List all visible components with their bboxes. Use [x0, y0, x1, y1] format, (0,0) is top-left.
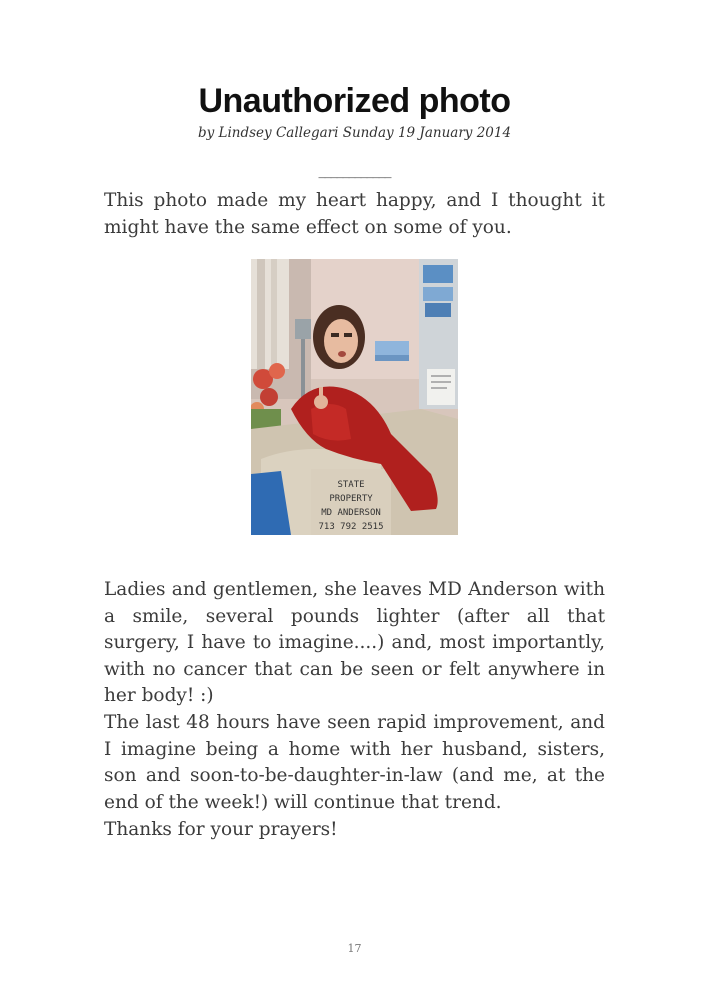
- paragraph-3: Thanks for your prayers!: [104, 819, 338, 840]
- bed-label-line-3: MD ANDERSON: [321, 508, 381, 518]
- article-title: Unauthorized photo: [198, 82, 511, 120]
- paragraph-1: Ladies and gentlemen, she leaves MD Anderson with a smile, several pounds lighter (after all that surgery, I have to imagine....) and, most importantly, with no cancer that can be seen or felt anywhere in her body! :): [104, 579, 605, 706]
- intro-paragraph: This photo made my heart happy, and I thought it might have the same effect on some of you.: [104, 190, 605, 238]
- bed-label-line-2: PROPERTY: [329, 494, 373, 504]
- page-number: 17: [347, 942, 362, 955]
- bed-label-line-1: STATE: [337, 480, 365, 490]
- bed-label-line-4: 713 792 2515: [318, 522, 384, 532]
- article-byline: by Lindsey Callegari Sunday 19 January 2014: [197, 125, 512, 141]
- separator-line: ____________: [318, 163, 391, 179]
- paragraph-2: The last 48 hours have seen rapid improvement, and I imagine being a home with her husband, sisters, son and soon-to-be-daughter-in-law (and me, at the end of the week!) will continue that trend.: [104, 712, 605, 813]
- hospital-photo: [251, 259, 458, 535]
